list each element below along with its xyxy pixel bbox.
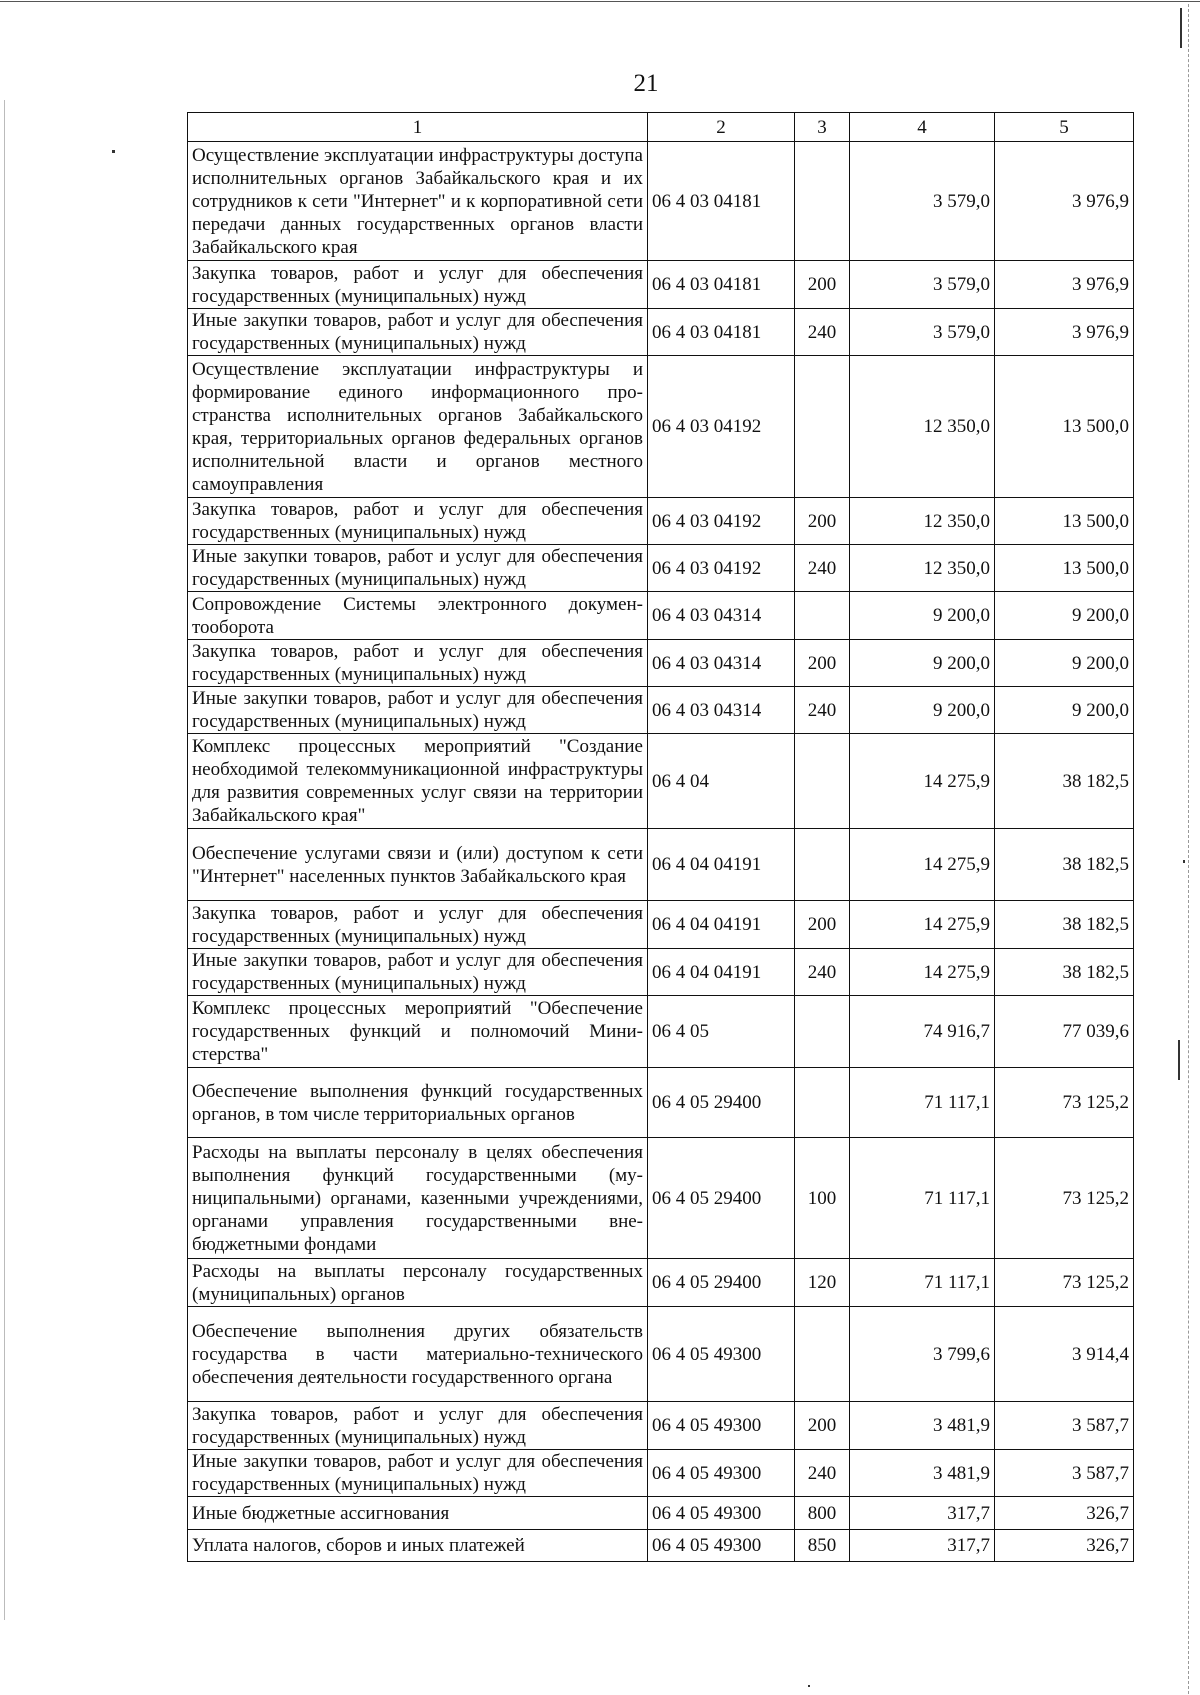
row-code: 06 4 05 29400 [648,1068,795,1138]
row-name: Расходы на выплаты персоналу в целях обеспечения выполнения функций государственными (муниципальными) органами, казенными учреждениями, органами управления государственными внебюджетными фондами [188,1138,648,1259]
row-amount-col4: 3 579,0 [850,142,995,261]
row-expense-type: 200 [795,261,850,309]
row-amount-col5: 38 182,5 [995,901,1134,949]
row-expense-type [795,734,850,829]
row-amount-col4: 3 799,6 [850,1307,995,1402]
row-name: Закупка товаров, работ и услуг для обеспечения государственных (муниципальных) нужд [188,901,648,949]
row-amount-col5: 9 200,0 [995,687,1134,734]
row-code: 06 4 05 [648,996,795,1068]
row-name: Иные закупки товаров, работ и услуг для обеспечения государственных (муниципальных) нужд [188,1450,648,1497]
row-name: Иные бюджетные ассигнования [188,1497,648,1530]
table-row [188,901,1134,949]
row-code: 06 4 05 49300 [648,1530,795,1562]
row-amount-col5: 3 587,7 [995,1450,1134,1497]
row-code: 06 4 03 04181 [648,142,795,261]
scan-dot [112,150,115,153]
column-header-5: 5 [995,113,1134,142]
row-name: Комплекс процессных мероприятий "Обеспечение государственных функций и полномочий Министерства" [188,996,648,1068]
table-row [188,996,1134,1068]
scan-edge-left [4,100,5,1620]
row-code: 06 4 03 04192 [648,545,795,592]
row-amount-col4: 12 350,0 [850,498,995,545]
row-name: Иные закупки товаров, работ и услуг для обеспечения государственных (муниципальных) нужд [188,309,648,356]
row-amount-col5: 326,7 [995,1530,1134,1562]
scan-dot [1183,860,1185,863]
row-amount-col4: 3 579,0 [850,309,995,356]
row-code: 06 4 03 04314 [648,640,795,687]
row-expense-type [795,592,850,640]
table-row [188,1138,1134,1259]
row-expense-type [795,1068,850,1138]
row-name: Осуществление эксплуатации инфраструктуры и формирование единого информационного пространства исполнительных органов Забайкальского края, территориальных органов федеральных органов исполнительной власти и органов местного самоуправления [188,356,648,498]
scan-edge-top [0,1,1200,2]
row-expense-type [795,142,850,261]
row-amount-col5: 326,7 [995,1497,1134,1530]
row-expense-type: 200 [795,640,850,687]
row-amount-col4: 14 275,9 [850,949,995,996]
row-amount-col5: 13 500,0 [995,498,1134,545]
row-amount-col5: 73 125,2 [995,1138,1134,1259]
table-row [188,261,1134,309]
row-amount-col4: 12 350,0 [850,545,995,592]
row-amount-col4: 9 200,0 [850,640,995,687]
row-amount-col4: 12 350,0 [850,356,995,498]
scan-edge-right [1188,4,1189,1694]
row-expense-type: 800 [795,1497,850,1530]
row-amount-col5: 38 182,5 [995,949,1134,996]
row-code: 06 4 05 29400 [648,1259,795,1307]
row-name: Расходы на выплаты персоналу государственных (муниципальных) органов [188,1259,648,1307]
row-amount-col5: 9 200,0 [995,640,1134,687]
row-amount-col5: 13 500,0 [995,545,1134,592]
page-number: 21 [633,70,659,97]
row-name: Комплекс процессных мероприятий "Создание необходимой телекоммуникационной инфраструктуры для развития современных услуг связи на территории Забайкальского края" [188,734,648,829]
row-amount-col5: 77 039,6 [995,996,1134,1068]
row-name: Иные закупки товаров, работ и услуг для обеспечения государственных (муниципальных) нужд [188,949,648,996]
row-expense-type: 240 [795,1450,850,1497]
table-row [188,592,1134,640]
row-expense-type: 240 [795,545,850,592]
row-name: Осуществление эксплуатации инфраструктуры доступа исполнительных органов Забайкальского края и их сотрудников к сети "Интернет" и к корпоративной сети передачи данных государственных органов власти Забайкальского края [188,142,648,261]
scan-dot [808,1685,810,1687]
row-expense-type: 200 [795,1402,850,1450]
row-amount-col4: 14 275,9 [850,901,995,949]
row-amount-col4: 9 200,0 [850,687,995,734]
row-code: 06 4 03 04181 [648,261,795,309]
column-header-1: 1 [188,113,648,142]
row-code: 06 4 04 04191 [648,829,795,901]
row-name: Закупка товаров, работ и услуг для обеспечения государственных (муниципальных) нужд [188,1402,648,1450]
row-code: 06 4 05 29400 [648,1138,795,1259]
row-amount-col5: 38 182,5 [995,734,1134,829]
row-amount-col4: 3 481,9 [850,1402,995,1450]
row-amount-col5: 73 125,2 [995,1259,1134,1307]
table-row [188,1402,1134,1450]
row-code: 06 4 05 49300 [648,1402,795,1450]
table-row [188,1530,1134,1562]
header-row [188,113,1134,142]
table-row [188,687,1134,734]
table-row [188,829,1134,901]
row-amount-col5: 3 976,9 [995,142,1134,261]
row-code: 06 4 04 04191 [648,949,795,996]
table-row [188,545,1134,592]
row-code: 06 4 03 04192 [648,498,795,545]
row-amount-col5: 9 200,0 [995,592,1134,640]
table-row [188,734,1134,829]
table-row [188,1068,1134,1138]
scan-dot [1178,1040,1180,1080]
row-amount-col4: 14 275,9 [850,734,995,829]
row-name: Уплата налогов, сборов и иных платежей [188,1530,648,1562]
budget-table-body [188,113,1134,1562]
row-amount-col4: 71 117,1 [850,1138,995,1259]
row-name: Иные закупки товаров, работ и услуг для обеспечения государственных (муниципальных) нужд [188,687,648,734]
row-amount-col4: 3 579,0 [850,261,995,309]
table-row [188,1450,1134,1497]
row-code: 06 4 05 49300 [648,1450,795,1497]
row-amount-col4: 74 916,7 [850,996,995,1068]
table-row [188,1307,1134,1402]
row-amount-col4: 71 117,1 [850,1068,995,1138]
row-expense-type: 240 [795,949,850,996]
row-name: Иные закупки товаров, работ и услуг для обеспечения государственных (муниципальных) нужд [188,545,648,592]
row-name: Сопровождение Системы электронного документооборота [188,592,648,640]
table-row [188,949,1134,996]
row-expense-type: 100 [795,1138,850,1259]
table-row [188,356,1134,498]
row-code: 06 4 03 04181 [648,309,795,356]
row-expense-type [795,356,850,498]
row-name: Обеспечение выполнения других обязательств государства в части материально-технического обеспечения деятельности государственного органа [188,1307,648,1402]
row-code: 06 4 05 49300 [648,1307,795,1402]
column-header-4: 4 [850,113,995,142]
row-expense-type: 850 [795,1530,850,1562]
row-expense-type: 200 [795,498,850,545]
row-amount-col5: 3 914,4 [995,1307,1134,1402]
row-amount-col5: 73 125,2 [995,1068,1134,1138]
row-code: 06 4 03 04314 [648,592,795,640]
row-amount-col5: 13 500,0 [995,356,1134,498]
row-name: Обеспечение услугами связи и (или) доступом к сети "Интернет" населенных пунктов Забайкальского края [188,829,648,901]
table-row [188,142,1134,261]
row-name: Закупка товаров, работ и услуг для обеспечения государственных (муниципальных) нужд [188,261,648,309]
row-amount-col4: 317,7 [850,1497,995,1530]
row-expense-type: 200 [795,901,850,949]
row-code: 06 4 04 04191 [648,901,795,949]
row-name: Закупка товаров, работ и услуг для обеспечения государственных (муниципальных) нужд [188,640,648,687]
row-name: Обеспечение выполнения функций государственных органов, в том числе территориальных органов [188,1068,648,1138]
row-code: 06 4 03 04314 [648,687,795,734]
table-row [188,1259,1134,1307]
row-code: 06 4 03 04192 [648,356,795,498]
row-name: Закупка товаров, работ и услуг для обеспечения государственных (муниципальных) нужд [188,498,648,545]
row-amount-col5: 3 587,7 [995,1402,1134,1450]
row-expense-type [795,829,850,901]
column-header-2: 2 [648,113,795,142]
table-row [188,309,1134,356]
row-expense-type: 240 [795,687,850,734]
budget-table [187,112,1134,1562]
row-code: 06 4 05 49300 [648,1497,795,1530]
column-header-3: 3 [795,113,850,142]
row-amount-col4: 71 117,1 [850,1259,995,1307]
row-code: 06 4 04 [648,734,795,829]
row-amount-col5: 38 182,5 [995,829,1134,901]
row-amount-col4: 9 200,0 [850,592,995,640]
row-amount-col4: 3 481,9 [850,1450,995,1497]
row-amount-col4: 317,7 [850,1530,995,1562]
table-row [188,1497,1134,1530]
row-expense-type: 240 [795,309,850,356]
row-expense-type: 120 [795,1259,850,1307]
row-amount-col4: 14 275,9 [850,829,995,901]
row-expense-type [795,996,850,1068]
table-row [188,498,1134,545]
scan-dot [1180,8,1182,48]
table-row [188,640,1134,687]
row-amount-col5: 3 976,9 [995,309,1134,356]
row-amount-col5: 3 976,9 [995,261,1134,309]
row-expense-type [795,1307,850,1402]
